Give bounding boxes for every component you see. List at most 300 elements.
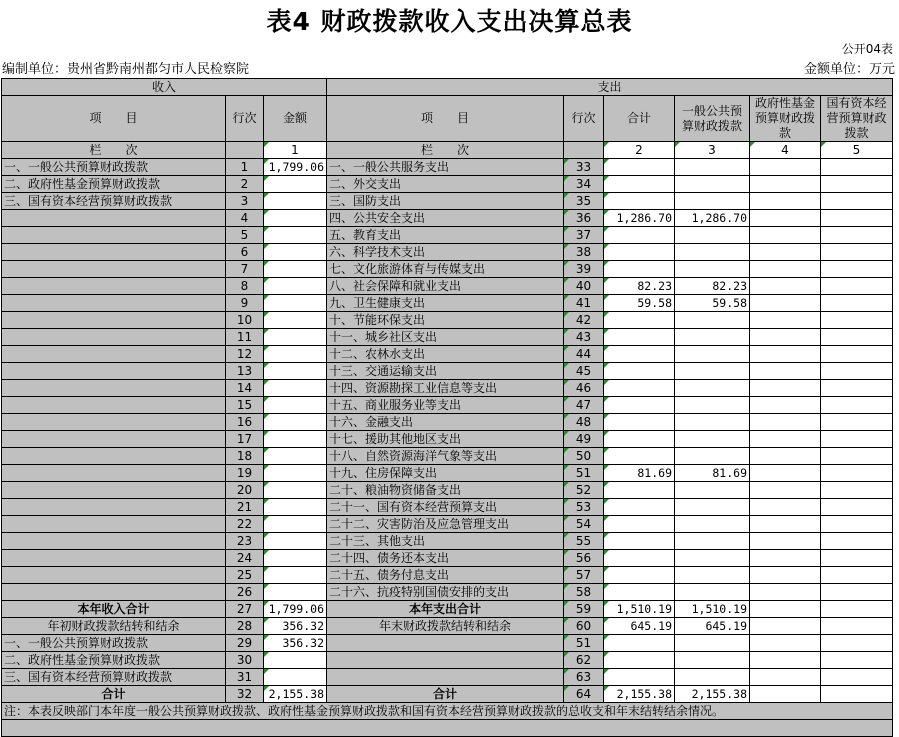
expense-gov-fund (750, 533, 821, 550)
income-line-no: 17 (226, 431, 264, 448)
expense-gov-fund (750, 482, 821, 499)
expense-line-no: 38 (564, 244, 604, 261)
expense-total: 1,286.70 (604, 210, 675, 227)
expense-gov-fund (750, 601, 821, 618)
income-line-no: 1 (226, 159, 264, 176)
expense-state-capital (821, 380, 893, 397)
expense-line-no: 50 (564, 448, 604, 465)
expense-state-capital (821, 261, 893, 278)
income-line-no: 13 (226, 363, 264, 380)
expense-line-no: 51 (564, 635, 604, 652)
income-amount (264, 669, 327, 686)
income-line-no: 5 (226, 227, 264, 244)
table-row (2, 584, 893, 601)
expense-total (604, 635, 675, 652)
income-amount (264, 414, 327, 431)
blank-cell (226, 142, 264, 159)
expense-gov-fund (750, 244, 821, 261)
expense-gen-budget (675, 397, 750, 414)
expense-gov-fund (750, 669, 821, 686)
gen-budget-header: 一般公共预算财政拨款 (675, 96, 750, 142)
expense-gen-budget: 1,510.19 (675, 601, 750, 618)
expense-gov-fund (750, 414, 821, 431)
income-amount-header: 金额 (264, 96, 327, 142)
expense-item (327, 635, 564, 652)
expense-item: 三、国防支出 (327, 193, 564, 210)
expense-gen-budget (675, 482, 750, 499)
income-amount (264, 533, 327, 550)
expense-gen-budget (675, 261, 750, 278)
expense-item: 二十四、债务还本支出 (327, 550, 564, 567)
expense-line-no: 49 (564, 431, 604, 448)
expense-item: 二十、粮油物资储备支出 (327, 482, 564, 499)
income-item (2, 499, 226, 516)
income-item (2, 465, 226, 482)
income-line-no: 12 (226, 346, 264, 363)
income-amount (264, 652, 327, 669)
income-line-no: 26 (226, 584, 264, 601)
table-body (2, 159, 893, 601)
summary-row (2, 669, 893, 686)
income-amount: 1,799.06 (264, 601, 327, 618)
expense-line-no: 35 (564, 193, 604, 210)
income-item: 合计 (2, 686, 226, 703)
expense-line-no: 45 (564, 363, 604, 380)
table-row (2, 278, 893, 295)
expense-gen-budget: 59.58 (675, 295, 750, 312)
blank-cell (564, 142, 604, 159)
expense-item: 十一、城乡社区支出 (327, 329, 564, 346)
expense-state-capital (821, 686, 893, 703)
expense-total (604, 329, 675, 346)
income-item: 二、政府性基金预算财政拨款 (2, 652, 226, 669)
expense-gen-budget (675, 244, 750, 261)
income-line-no: 20 (226, 482, 264, 499)
expense-item-header: 项 目 (327, 96, 564, 142)
expense-gov-fund (750, 550, 821, 567)
income-item (2, 244, 226, 261)
income-amount (264, 261, 327, 278)
note-row (2, 703, 893, 720)
income-line-no: 21 (226, 499, 264, 516)
expense-gov-fund (750, 431, 821, 448)
expense-gov-fund (750, 312, 821, 329)
expense-total: 81.69 (604, 465, 675, 482)
table-row (2, 346, 893, 363)
income-line-no: 23 (226, 533, 264, 550)
expense-gen-budget: 81.69 (675, 465, 750, 482)
expense-gen-budget (675, 380, 750, 397)
org-unit: 编制单位：贵州省黔南州都匀市人民检察院 (2, 62, 250, 77)
expense-gov-fund (750, 465, 821, 482)
income-line-no: 9 (226, 295, 264, 312)
expense-total (604, 176, 675, 193)
income-line-no: 11 (226, 329, 264, 346)
expense-line-no: 36 (564, 210, 604, 227)
income-amount (264, 312, 327, 329)
expense-line-no: 43 (564, 329, 604, 346)
income-line-no: 14 (226, 380, 264, 397)
expense-gen-budget (675, 431, 750, 448)
income-item (2, 380, 226, 397)
expense-gov-fund (750, 261, 821, 278)
expense-state-capital (821, 414, 893, 431)
expense-line-no: 51 (564, 465, 604, 482)
expense-gov-fund (750, 618, 821, 635)
expense-total (604, 193, 675, 210)
expense-state-capital (821, 397, 893, 414)
budget-table (1, 78, 893, 737)
col-num-4: 4 (750, 142, 821, 159)
expense-item: 十五、商业服务业等支出 (327, 397, 564, 414)
income-item (2, 227, 226, 244)
income-item (2, 567, 226, 584)
expense-state-capital (821, 244, 893, 261)
income-line-no: 3 (226, 193, 264, 210)
income-amount (264, 278, 327, 295)
expense-gen-budget (675, 550, 750, 567)
income-amount (264, 465, 327, 482)
expense-item: 二十六、抗疫特别国债安排的支出 (327, 584, 564, 601)
table-row (2, 482, 893, 499)
expense-gen-budget (675, 329, 750, 346)
expense-line-no: 44 (564, 346, 604, 363)
expense-gov-fund (750, 567, 821, 584)
expense-total (604, 499, 675, 516)
form-id: 公开04表 (841, 42, 893, 56)
expense-state-capital (821, 567, 893, 584)
income-amount (264, 210, 327, 227)
income-amount (264, 516, 327, 533)
expense-gov-fund (750, 686, 821, 703)
table-row (2, 397, 893, 414)
income-line-no: 30 (226, 652, 264, 669)
expense-gen-budget (675, 159, 750, 176)
income-item (2, 550, 226, 567)
summary-row (2, 686, 893, 703)
table-row (2, 516, 893, 533)
expense-item: 本年支出合计 (327, 601, 564, 618)
expense-state-capital (821, 346, 893, 363)
table-row (2, 329, 893, 346)
expense-total (604, 584, 675, 601)
table-row (2, 550, 893, 567)
expense-line-no: 56 (564, 550, 604, 567)
note-text: 注：本表反映部门本年度一般公共预算财政拨款、政府性基金预算财政拨款和国有资本经营预算财政拨款的总收支和年末结转结余情况。 (2, 703, 893, 720)
income-line-no: 22 (226, 516, 264, 533)
table-row (2, 431, 893, 448)
expense-gen-budget (675, 669, 750, 686)
expense-total (604, 159, 675, 176)
income-item (2, 278, 226, 295)
expense-total (604, 533, 675, 550)
table-row (2, 448, 893, 465)
expense-total: 2,155.38 (604, 686, 675, 703)
expense-state-capital (821, 448, 893, 465)
expense-gov-fund (750, 499, 821, 516)
expense-total (604, 312, 675, 329)
expense-total: 645.19 (604, 618, 675, 635)
table-row (2, 312, 893, 329)
income-item (2, 261, 226, 278)
expense-item: 一、一般公共服务支出 (327, 159, 564, 176)
expense-gov-fund (750, 635, 821, 652)
expense-state-capital (821, 159, 893, 176)
col-num-1: 1 (264, 142, 327, 159)
income-item (2, 329, 226, 346)
income-item-header: 项 目 (2, 96, 226, 142)
expense-state-capital (821, 669, 893, 686)
expense-item: 五、教育支出 (327, 227, 564, 244)
income-amount (264, 244, 327, 261)
expense-gov-fund (750, 329, 821, 346)
header-row-2 (2, 96, 893, 142)
expense-gov-fund (750, 210, 821, 227)
income-item (2, 397, 226, 414)
table-header (2, 79, 893, 159)
expense-item (327, 652, 564, 669)
income-line-no: 25 (226, 567, 264, 584)
income-amount (264, 380, 327, 397)
expense-line-no: 48 (564, 414, 604, 431)
summary-row (2, 652, 893, 669)
expense-gen-budget (675, 567, 750, 584)
expense-state-capital (821, 227, 893, 244)
expense-line-no: 37 (564, 227, 604, 244)
expense-total (604, 244, 675, 261)
expense-item: 十八、自然资源海洋气象等支出 (327, 448, 564, 465)
table-row (2, 159, 893, 176)
expense-state-capital (821, 516, 893, 533)
income-amount (264, 567, 327, 584)
income-item (2, 584, 226, 601)
table-row (2, 176, 893, 193)
expense-state-capital (821, 499, 893, 516)
income-item (2, 431, 226, 448)
income-line-no: 6 (226, 244, 264, 261)
income-item (2, 363, 226, 380)
income-item (2, 516, 226, 533)
expense-item: 二十一、国有资本经营预算支出 (327, 499, 564, 516)
expense-gen-budget: 645.19 (675, 618, 750, 635)
income-line-header: 行次 (226, 96, 264, 142)
expense-gen-budget (675, 227, 750, 244)
expense-state-capital (821, 329, 893, 346)
expense-line-no: 58 (564, 584, 604, 601)
expense-line-no: 55 (564, 533, 604, 550)
expense-item (327, 669, 564, 686)
expense-gen-budget (675, 363, 750, 380)
col-num-2: 2 (604, 142, 675, 159)
income-item (2, 312, 226, 329)
income-line-no: 19 (226, 465, 264, 482)
expense-state-capital (821, 363, 893, 380)
expense-state-capital (821, 431, 893, 448)
expense-item: 二十五、债务付息支出 (327, 567, 564, 584)
table-row (2, 499, 893, 516)
income-item: 二、政府性基金预算财政拨款 (2, 176, 226, 193)
expense-state-capital (821, 533, 893, 550)
expense-gen-budget (675, 635, 750, 652)
income-line-no: 29 (226, 635, 264, 652)
expense-gen-budget (675, 499, 750, 516)
income-line-no: 28 (226, 618, 264, 635)
expense-total (604, 652, 675, 669)
expense-state-capital (821, 550, 893, 567)
expense-total: 82.23 (604, 278, 675, 295)
summary-row (2, 618, 893, 635)
expense-item: 六、科学技术支出 (327, 244, 564, 261)
income-item (2, 448, 226, 465)
expense-line-no: 54 (564, 516, 604, 533)
expense-state-capital (821, 312, 893, 329)
expense-gen-budget (675, 533, 750, 550)
income-line-no: 10 (226, 312, 264, 329)
expense-line-no: 42 (564, 312, 604, 329)
expense-state-capital (821, 584, 893, 601)
expense-line-no: 47 (564, 397, 604, 414)
table-row (2, 380, 893, 397)
income-line-no: 18 (226, 448, 264, 465)
income-amount (264, 397, 327, 414)
expense-item: 十九、住房保障支出 (327, 465, 564, 482)
income-column-label: 栏 次 (2, 142, 226, 159)
table-row (2, 533, 893, 550)
income-header: 收入 (2, 79, 327, 96)
expense-line-no: 59 (564, 601, 604, 618)
expense-total (604, 482, 675, 499)
income-line-no: 4 (226, 210, 264, 227)
table-row (2, 261, 893, 278)
expense-item: 十四、资源勘探工业信息等支出 (327, 380, 564, 397)
income-line-no: 8 (226, 278, 264, 295)
expense-state-capital (821, 210, 893, 227)
expense-gov-fund (750, 652, 821, 669)
expense-gen-budget (675, 312, 750, 329)
expense-line-no: 40 (564, 278, 604, 295)
expense-line-no: 46 (564, 380, 604, 397)
expense-item: 四、公共安全支出 (327, 210, 564, 227)
expense-item: 十、节能环保支出 (327, 312, 564, 329)
income-amount (264, 431, 327, 448)
expense-state-capital (821, 618, 893, 635)
expense-total (604, 397, 675, 414)
expense-state-capital (821, 176, 893, 193)
expense-line-no: 33 (564, 159, 604, 176)
income-amount (264, 193, 327, 210)
income-item (2, 533, 226, 550)
expense-line-no: 62 (564, 652, 604, 669)
table-row (2, 210, 893, 227)
header-row-3 (2, 142, 893, 159)
income-line-no: 24 (226, 550, 264, 567)
expense-state-capital (821, 465, 893, 482)
expense-line-no: 63 (564, 669, 604, 686)
expense-line-header: 行次 (564, 96, 604, 142)
table-row (2, 567, 893, 584)
income-amount: 356.32 (264, 635, 327, 652)
income-item: 一、一般公共预算财政拨款 (2, 159, 226, 176)
table-row (2, 465, 893, 482)
income-amount: 1,799.06 (264, 159, 327, 176)
expense-total (604, 227, 675, 244)
expense-state-capital (821, 601, 893, 618)
income-line-no: 27 (226, 601, 264, 618)
expense-gov-fund (750, 295, 821, 312)
expense-gov-fund (750, 397, 821, 414)
summary-row (2, 635, 893, 652)
income-amount (264, 295, 327, 312)
expense-gov-fund (750, 176, 821, 193)
col-num-3: 3 (675, 142, 750, 159)
income-item: 三、国有资本经营预算财政拨款 (2, 193, 226, 210)
expense-column-label: 栏 次 (327, 142, 564, 159)
expense-gen-budget (675, 346, 750, 363)
expense-line-no: 53 (564, 499, 604, 516)
amount-unit: 金额单位：万元 (803, 62, 895, 77)
expense-line-no: 52 (564, 482, 604, 499)
income-item: 一、一般公共预算财政拨款 (2, 635, 226, 652)
income-item (2, 346, 226, 363)
report-title: 表4 财政拨款收入支出决算总表 (266, 7, 633, 36)
expense-gen-budget: 1,286.70 (675, 210, 750, 227)
expense-gov-fund (750, 159, 821, 176)
expense-line-no: 60 (564, 618, 604, 635)
expense-total (604, 431, 675, 448)
income-amount (264, 550, 327, 567)
expense-total (604, 414, 675, 431)
expense-line-no: 64 (564, 686, 604, 703)
income-amount (264, 227, 327, 244)
summary-row (2, 601, 893, 618)
income-item (2, 414, 226, 431)
expense-line-no: 39 (564, 261, 604, 278)
expense-total (604, 567, 675, 584)
expense-line-no: 57 (564, 567, 604, 584)
expense-total: 1,510.19 (604, 601, 675, 618)
expense-item: 二十三、其他支出 (327, 533, 564, 550)
expense-total (604, 516, 675, 533)
table-row (2, 244, 893, 261)
income-line-no: 31 (226, 669, 264, 686)
income-amount (264, 176, 327, 193)
income-amount (264, 499, 327, 516)
income-line-no: 2 (226, 176, 264, 193)
income-amount (264, 346, 327, 363)
expense-gov-fund (750, 516, 821, 533)
income-line-no: 16 (226, 414, 264, 431)
expense-item: 七、文化旅游体育与传媒支出 (327, 261, 564, 278)
expense-gov-fund (750, 363, 821, 380)
table-row (2, 227, 893, 244)
income-amount (264, 363, 327, 380)
income-amount (264, 448, 327, 465)
income-item (2, 482, 226, 499)
expense-gov-fund (750, 448, 821, 465)
gov-fund-header: 政府性基金预算财政拨款 (750, 96, 821, 142)
expense-gen-budget (675, 652, 750, 669)
expense-gov-fund (750, 346, 821, 363)
expense-gov-fund (750, 227, 821, 244)
income-amount (264, 329, 327, 346)
income-amount (264, 482, 327, 499)
expense-item: 十七、援助其他地区支出 (327, 431, 564, 448)
expense-total (604, 261, 675, 278)
expense-item: 年末财政拨款结转和结余 (327, 618, 564, 635)
col-num-5: 5 (821, 142, 893, 159)
expense-line-no: 34 (564, 176, 604, 193)
income-item: 本年收入合计 (2, 601, 226, 618)
